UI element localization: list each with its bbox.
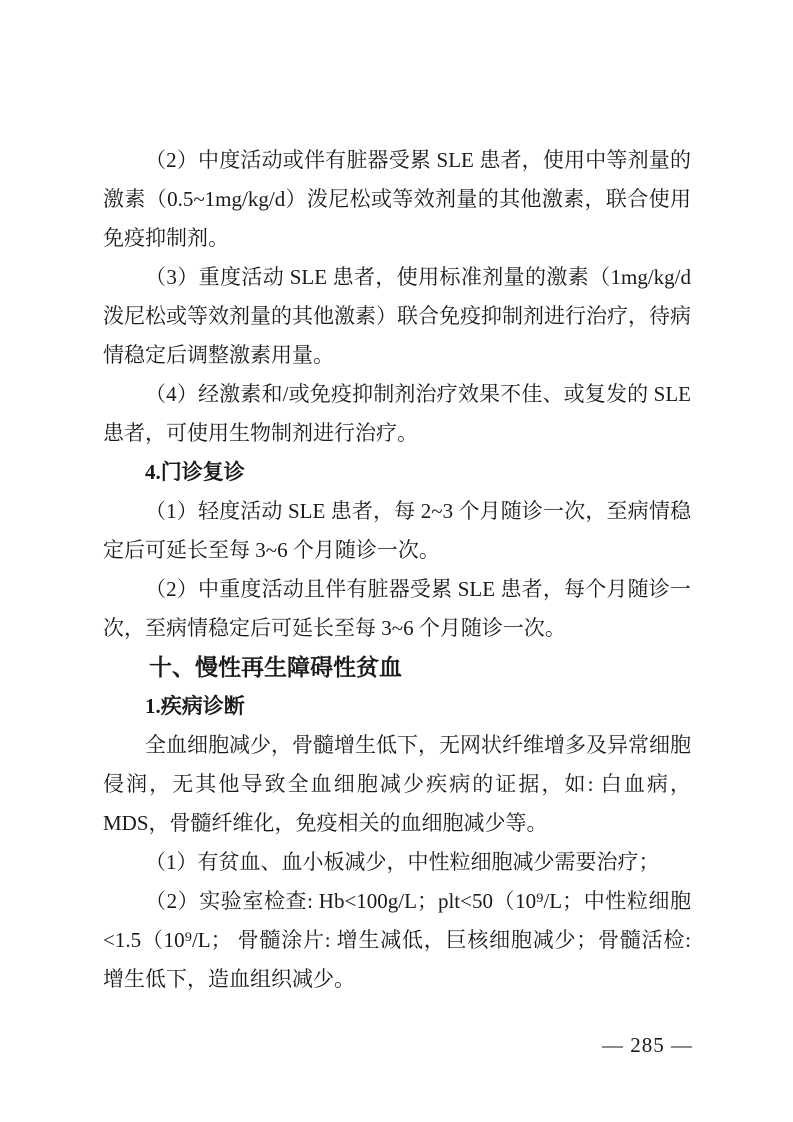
heading-disease-diagnosis: 1.疾病诊断 [145, 694, 245, 718]
para-followup-mild: （1）轻度活动 SLE 患者，每 2~3 个月随诊一次，至病情稳定后可延长至每 3~6 个月随诊一次。 [103, 499, 691, 562]
document-content [103, 141, 691, 999]
para-followup-moderate-severe: （2）中重度活动且伴有脏器受累 SLE 患者，每个月随诊一次，至病情稳定后可延长至每 3~6 个月随诊一次。 [103, 577, 691, 640]
page-number: — 285 — [602, 1033, 693, 1057]
para-treatment-indication: （1）有贫血、血小板减少，中性粒细胞减少需要治疗； [145, 850, 660, 874]
heading-outpatient-followup: 4.门诊复诊 [145, 460, 245, 484]
para-diagnosis-criteria: 全血细胞减少，骨髓增生低下，无网状纤维增多及异常细胞侵润，无其他导致全血细胞减少疾病的证据，如: 白血病，MDS，骨髓纤维化，免疫相关的血细胞减少等。 [103, 733, 691, 835]
para-sle-severe-activity: （3）重度活动 SLE 患者，使用标准剂量的激素（1mg/kg/d泼尼松或等效剂量的其他激素）联合免疫抑制剂进行治疗，待病情稳定后调整激素用量。 [103, 265, 691, 367]
para-sle-biologics: （4）经激素和/或免疫抑制剂治疗效果不佳、或复发的 SLE 患者，可使用生物制剂进行治疗。 [103, 382, 691, 445]
para-lab-tests: （2）实验室检查: Hb<100g/L；plt<50（10⁹/L；中性粒细胞<1.5（10⁹/L； 骨髓涂片: 增生减低，巨核细胞减少；骨髓活检: 增生低下，造血组织减少。 [103, 889, 691, 991]
section-heading-chronic-aplastic-anemia: 十、慢性再生障碍性贫血 [149, 654, 402, 680]
para-sle-moderate-activity: （2）中度活动或伴有脏器受累 SLE 患者，使用中等剂量的激素（0.5~1mg/kg/d）泼尼松或等效剂量的其他激素，联合使用免疫抑制剂。 [103, 148, 691, 250]
